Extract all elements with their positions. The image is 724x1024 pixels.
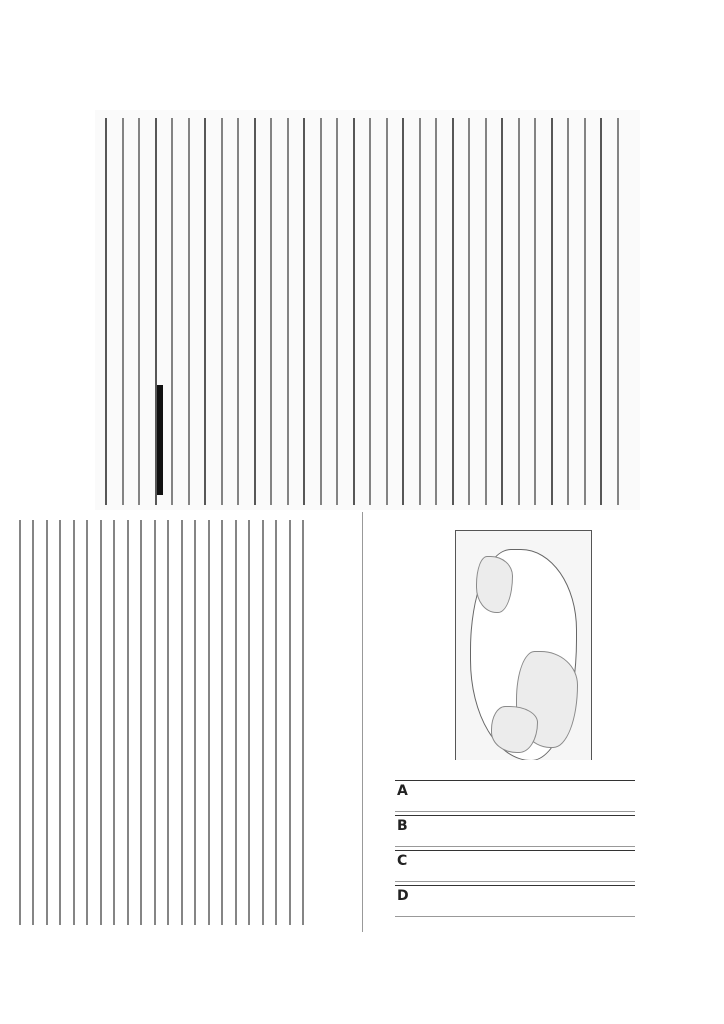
text-column: [235, 520, 237, 925]
profile-panel-a: A: [395, 780, 635, 812]
upper-page: [95, 110, 640, 510]
text-column: [501, 118, 503, 505]
text-column: [303, 118, 305, 505]
text-column: [600, 118, 602, 505]
text-column: [452, 118, 454, 505]
text-column: [302, 520, 304, 925]
text-column: [386, 118, 388, 505]
text-column: [221, 520, 223, 925]
text-column: [248, 520, 250, 925]
profile-panel-c: C: [395, 850, 635, 882]
hill-cluster-shape: [491, 706, 538, 753]
text-column: [154, 520, 156, 925]
text-column: [369, 118, 371, 505]
text-column: [262, 520, 264, 925]
text-column: [468, 118, 470, 505]
profile-panel-b: B: [395, 815, 635, 847]
profile-panel-d: D: [395, 885, 635, 917]
text-column: [105, 118, 107, 505]
text-column: [138, 118, 140, 505]
text-column: [181, 520, 183, 925]
text-column: [320, 118, 322, 505]
text-column: [19, 520, 21, 925]
text-column: [127, 520, 129, 925]
text-column: [100, 520, 102, 925]
text-column: [275, 520, 277, 925]
text-column: [59, 520, 61, 925]
text-column: [617, 118, 619, 505]
text-column: [73, 520, 75, 925]
text-column: [435, 118, 437, 505]
text-column: [584, 118, 586, 505]
section-heading: [157, 385, 163, 495]
text-column: [270, 118, 272, 505]
text-column: [140, 520, 142, 925]
text-column: [353, 118, 355, 505]
text-column: [113, 520, 115, 925]
text-column: [254, 118, 256, 505]
text-column: [194, 520, 196, 925]
text-column: [237, 118, 239, 505]
text-column: [518, 118, 520, 505]
text-column: [419, 118, 421, 505]
text-column: [86, 520, 88, 925]
text-column: [208, 520, 210, 925]
page-gutter: [362, 512, 363, 932]
contour-map-figure: [455, 530, 592, 777]
text-column: [402, 118, 404, 505]
island-shape: [476, 556, 513, 613]
text-column: [567, 118, 569, 505]
text-column: [171, 118, 173, 505]
text-column: [122, 118, 124, 505]
text-column: [534, 118, 536, 505]
text-column: [167, 520, 169, 925]
text-column: [221, 118, 223, 505]
text-column: [46, 520, 48, 925]
text-column: [336, 118, 338, 505]
text-column: [551, 118, 553, 505]
text-column: [32, 520, 34, 925]
text-column: [485, 118, 487, 505]
text-column: [188, 118, 190, 505]
text-column: [287, 118, 289, 505]
text-column: [289, 520, 291, 925]
text-column: [204, 118, 206, 505]
